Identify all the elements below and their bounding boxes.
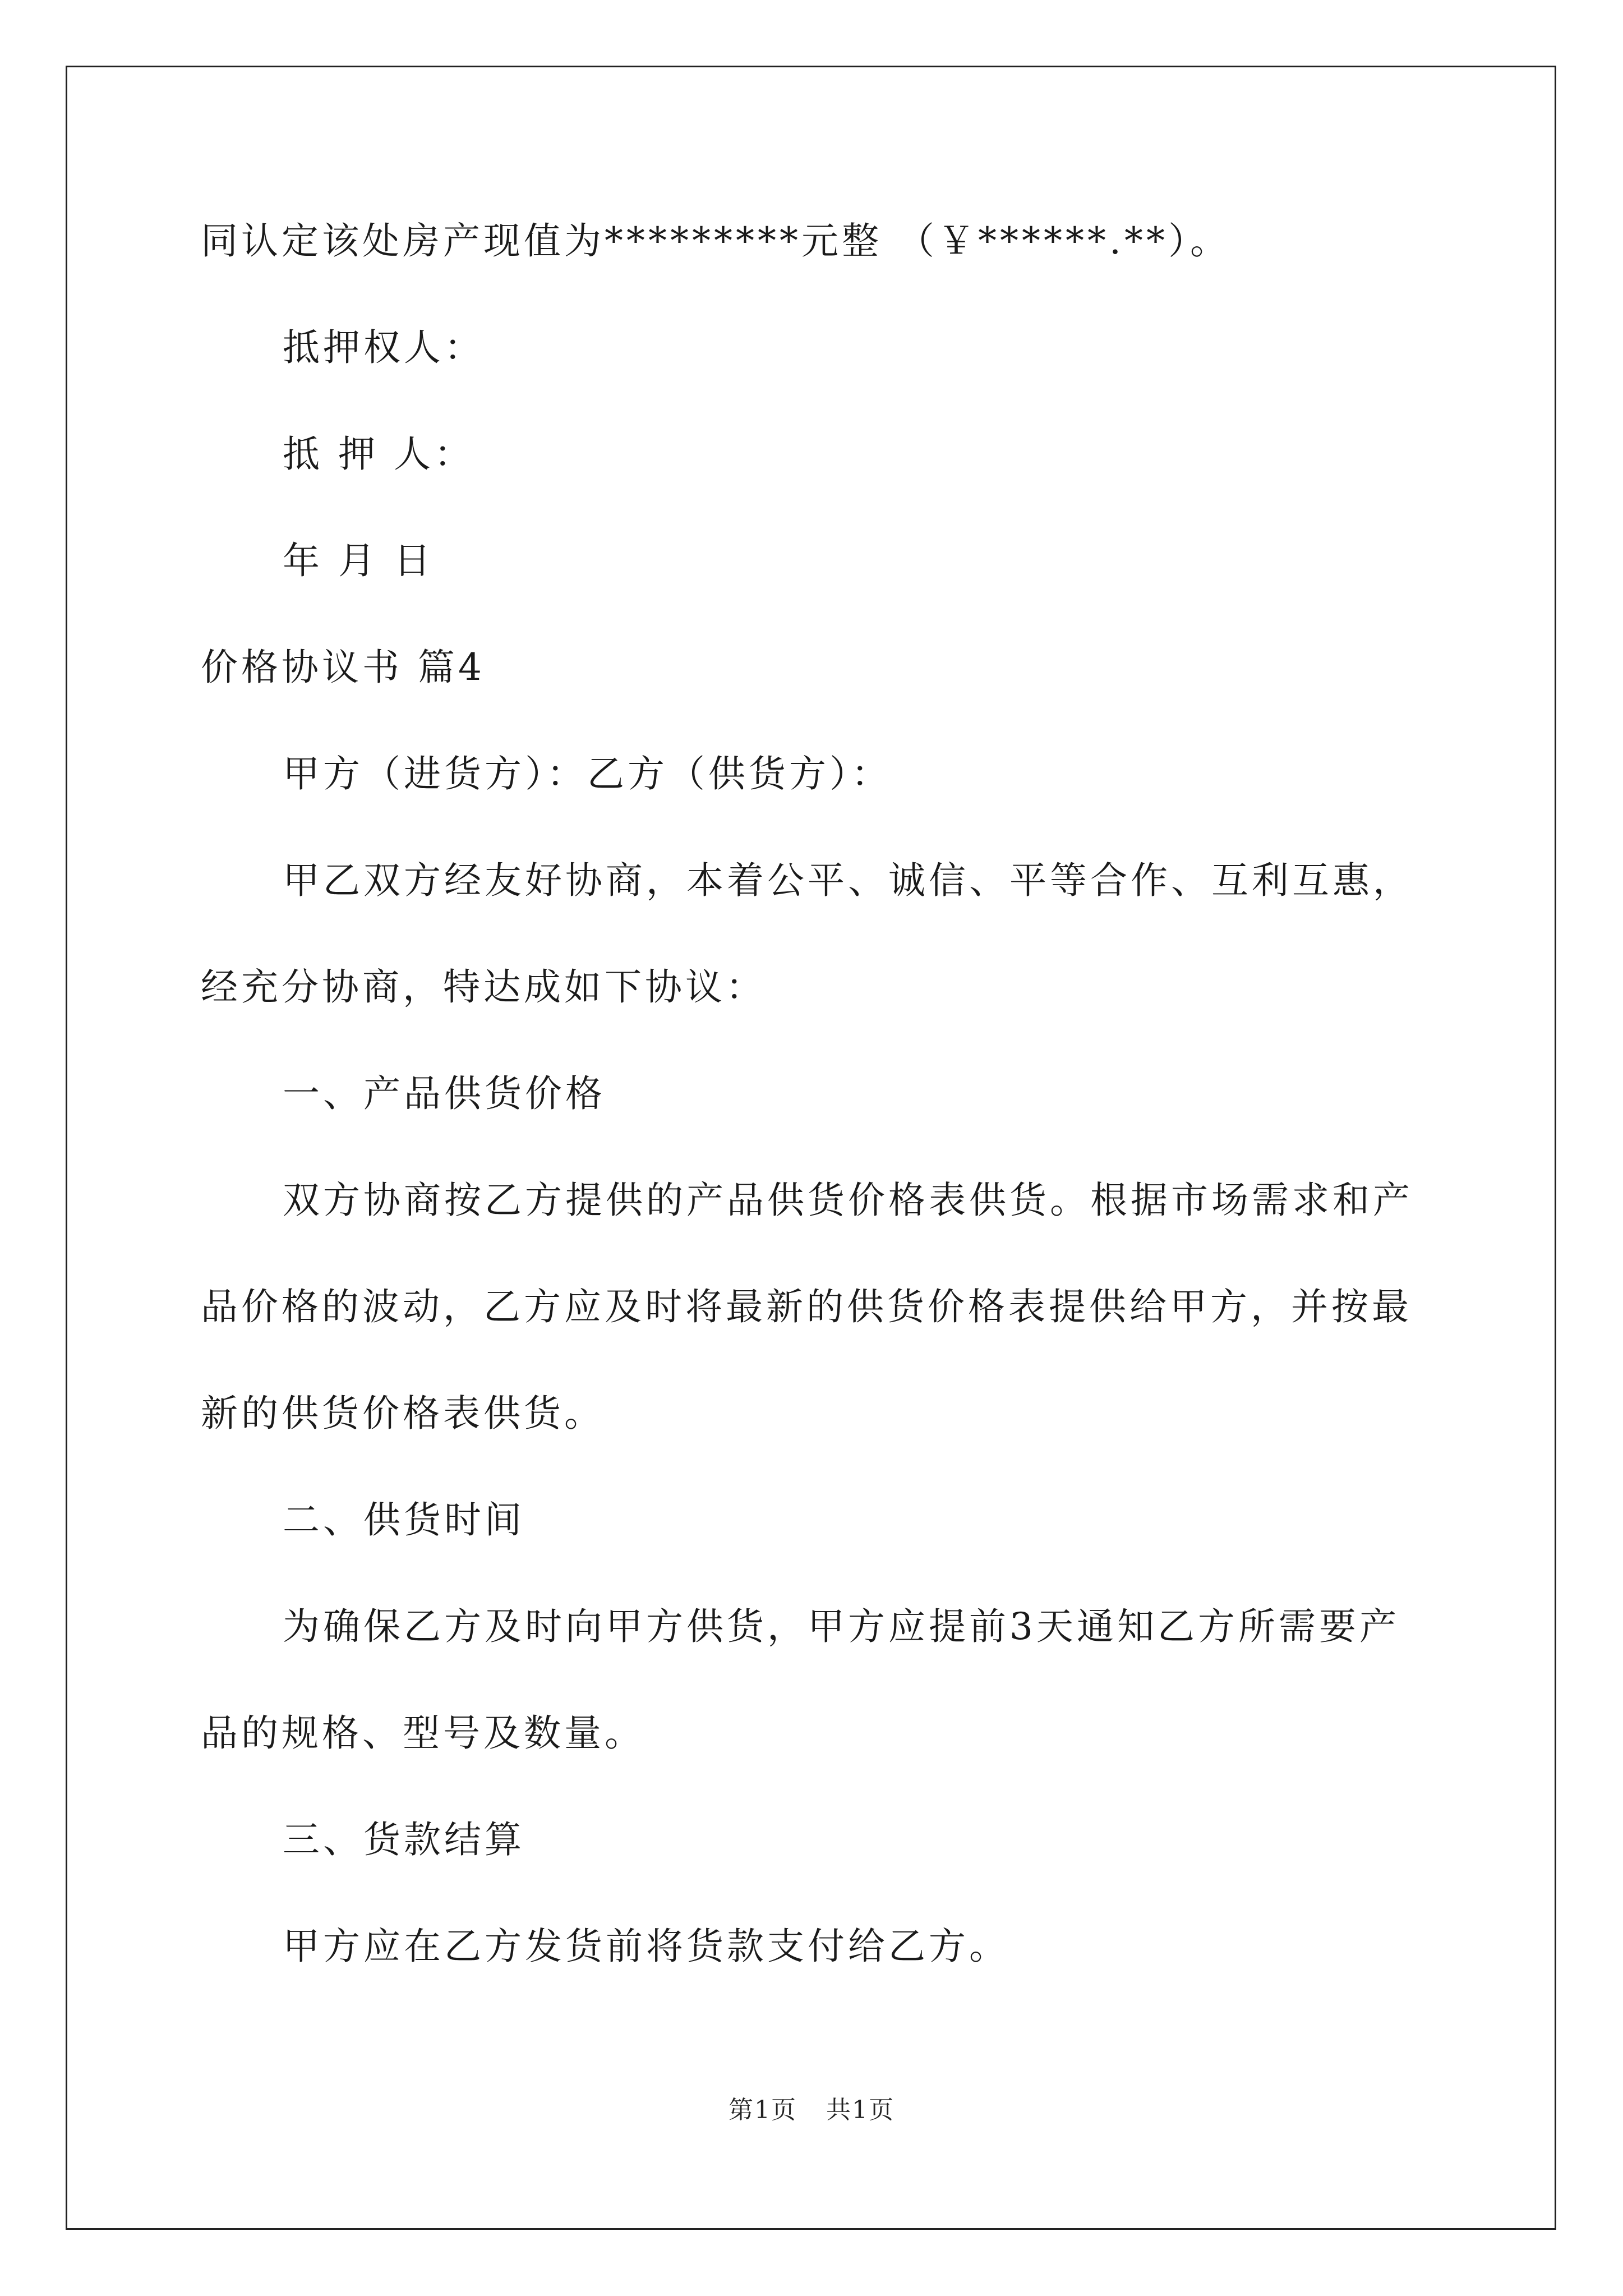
paragraph-line: 甲乙双方经友好协商，本着公平、诚信、平等合作、互利互惠，	[283, 859, 1413, 902]
section-title: 价格协议书 篇4	[201, 646, 485, 689]
paragraph-line: 品价格的波动，乙方应及时将最新的供货价格表提供给甲方，并按最	[201, 1285, 1412, 1328]
paragraph-line: 经充分协商，特达成如下协议：	[201, 965, 766, 1009]
clause-heading: 二、供货时间	[283, 1498, 525, 1542]
paragraph-line: 甲方应在乙方发货前将货款支付给乙方。	[283, 1925, 1009, 1968]
page-number-current: 第1页	[728, 2096, 797, 2124]
page-number-total: 共1页	[826, 2096, 895, 2124]
date-label: 年 月 日	[283, 539, 434, 582]
paragraph-line: 品的规格、型号及数量。	[201, 1711, 645, 1755]
paragraph-line: 新的供货价格表供货。	[201, 1392, 605, 1435]
paragraph-line: 同认定该处房产现值为*********元整 （￥******.**）。	[201, 219, 1230, 263]
mortgagee-label: 抵押权人：	[283, 326, 485, 369]
mortgagor-label: 抵 押 人：	[283, 432, 474, 476]
clause-heading: 三、货款结算	[283, 1818, 525, 1861]
parties-line: 甲方（进货方）：乙方（供货方）：	[283, 752, 892, 795]
paragraph-line: 为确保乙方及时向甲方供货，甲方应提前3天通知乙方所需要产	[283, 1605, 1400, 1648]
clause-heading: 一、产品供货价格	[283, 1072, 606, 1115]
page-border	[66, 66, 1556, 2230]
paragraph-line: 双方协商按乙方提供的产品供货价格表供货。根据市场需求和产	[283, 1179, 1413, 1222]
page-footer	[0, 2093, 1623, 2127]
